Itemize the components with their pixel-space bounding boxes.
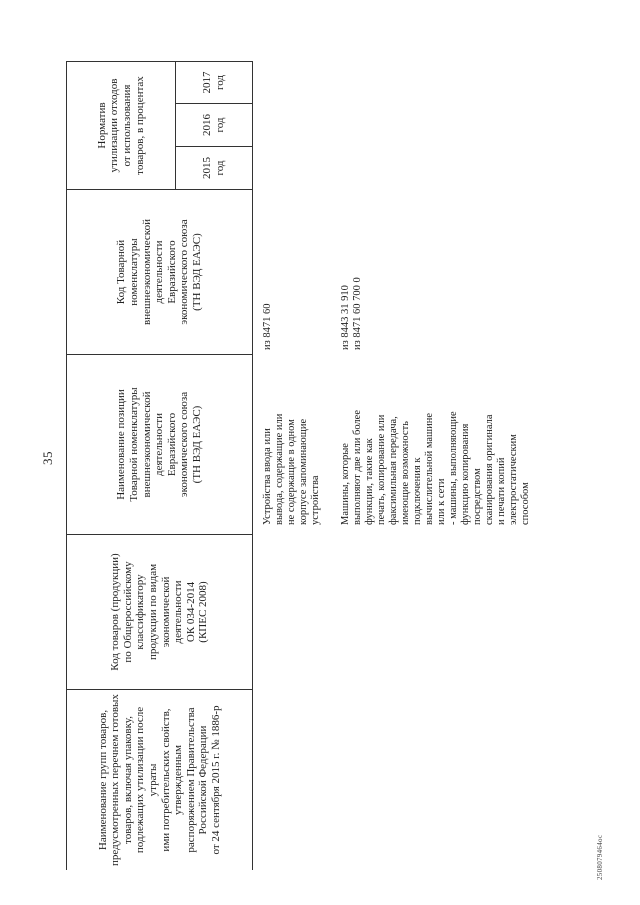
row-1-code: из 8471 60 — [262, 303, 273, 350]
header-tnved-code: Код Товарной номенклатуры внешнеэкономической деятельности Евразийского экономического союза (ТН ВЭД ЕАЭС) — [115, 219, 203, 325]
row-2-code: из 8443 31 910 из 8471 60 700 0 — [340, 277, 363, 350]
table-header-bottom-border — [252, 62, 253, 870]
row-2-name: Машины, которые выполняют две или более функции, такие как печать, копирование или факсимильная передача, имеющие возможность подключения к вычислительной машине или к сети - машины, выполняющие функцию копирования посредством сканирования оригинала и печати копий электростатическим способом — [340, 410, 531, 525]
header-year-2015: 2015 год — [201, 157, 226, 179]
header-year-2017: 2017 год — [201, 71, 226, 94]
rotated-document-page — [30, 30, 610, 880]
header-product-groups: Наименование групп товаров, предусмотренных перечнем готовых товаров, включая упаковку, подлежащих утилизации после утраты ими потребительских свойств, утвержденным распоряжением Правительства Российской Федерации от 24 сентября 2015 г. № 1886-р — [96, 694, 222, 866]
header-okpd-code: Код товаров (продукции) по Общероссийскому классификатору продукции по видам экономической деятельности ОК 034-2014 (КПЕС 2008) — [109, 553, 210, 671]
document-footer-code: 2508079464ос — [596, 834, 604, 880]
page-number: 35 — [40, 451, 55, 465]
header-utilization-norm: Норматив утилизации отходов от использования товаров, в процентах — [95, 76, 146, 175]
header-tnved-name: Наименование позиции Товарной номенклатуры внешнеэкономической деятельности Евразийского экономического союза (ТН ВЭД ЕАЭС) — [115, 387, 203, 502]
header-year-2016: 2016 год — [201, 114, 226, 136]
row-1-name: Устройства ввода или вывода, содержащие или не содержащие в одном корпусе запоминающие устройства — [262, 413, 321, 525]
